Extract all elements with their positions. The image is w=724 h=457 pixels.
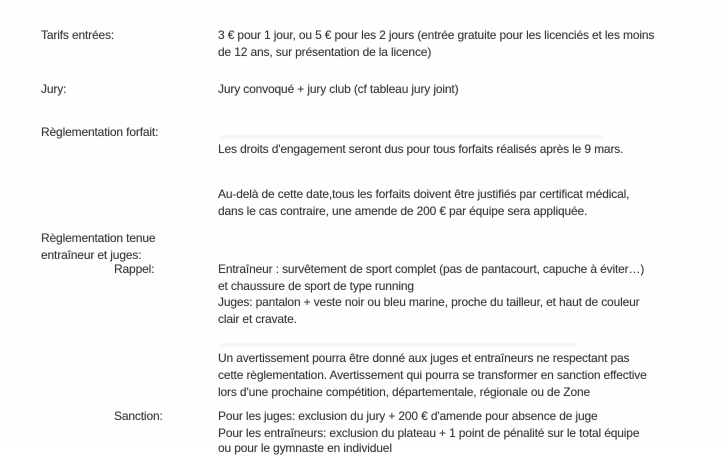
rappel-line: et chaussure de sport de type running xyxy=(218,279,414,293)
sanction-line-clipped: ou pour le gymnaste en individuel xyxy=(218,441,392,455)
rappel-line: Juges: pantalon + veste noir ou bleu marine, proche du tailleur, et haut de couleur xyxy=(218,295,640,309)
rappel-line: Entraîneur : survêtement de sport complet (pas de pantacourt, capuche à éviter…) xyxy=(218,262,645,276)
sanction-line: Pour les entraîneurs: exclusion du plateau + 1 point de pénalité sur le total équipe xyxy=(218,426,640,440)
avertissement-line: lors d'une prochaine compétition, départementale, régionale ou de Zone xyxy=(218,385,591,399)
rappel-line: clair et cravate. xyxy=(218,312,297,326)
sanction-line: Pour les juges: exclusion du jury + 200 € d'amende pour absence de juge xyxy=(218,409,598,423)
forfait-line: dans le cas contraire, une amende de 200 € par équipe sera appliquée. xyxy=(218,204,588,218)
forfait-line: Les droits d'engagement seront dus pour tous forfaits réalisés après le 9 mars. xyxy=(218,142,624,156)
rappel-label: Rappel: xyxy=(114,262,155,276)
tarifs-label: Tarifs entrées: xyxy=(41,28,115,42)
avertissement-line: cette règlementation. Avertissement qui pourra se transformer en sanction effective xyxy=(218,368,647,382)
forfait-label: Règlementation forfait: xyxy=(41,125,159,139)
tarifs-line: de 12 ans, sur présentation de la licence) xyxy=(218,45,432,59)
jury-line: Jury convoqué + jury club (cf tableau jury joint) xyxy=(218,82,459,96)
forfait-line: Au-delà de cette date,tous les forfaits doivent être justifiés par certificat médical, xyxy=(218,187,630,201)
tenue-label: entraîneur et juges: xyxy=(41,248,142,262)
avertissement-line: Un avertissement pourra être donné aux juges et entraîneurs ne respectant pas xyxy=(218,351,630,365)
scan-artifact xyxy=(218,135,603,139)
sanction-label: Sanction: xyxy=(114,409,163,423)
jury-label: Jury: xyxy=(41,82,67,96)
scan-artifact xyxy=(218,343,578,347)
tarifs-line: 3 € pour 1 jour, ou 5 € pour les 2 jours (entrée gratuite pour les licenciés et les moins xyxy=(218,28,655,42)
tenue-label: Règlementation tenue xyxy=(41,231,156,245)
